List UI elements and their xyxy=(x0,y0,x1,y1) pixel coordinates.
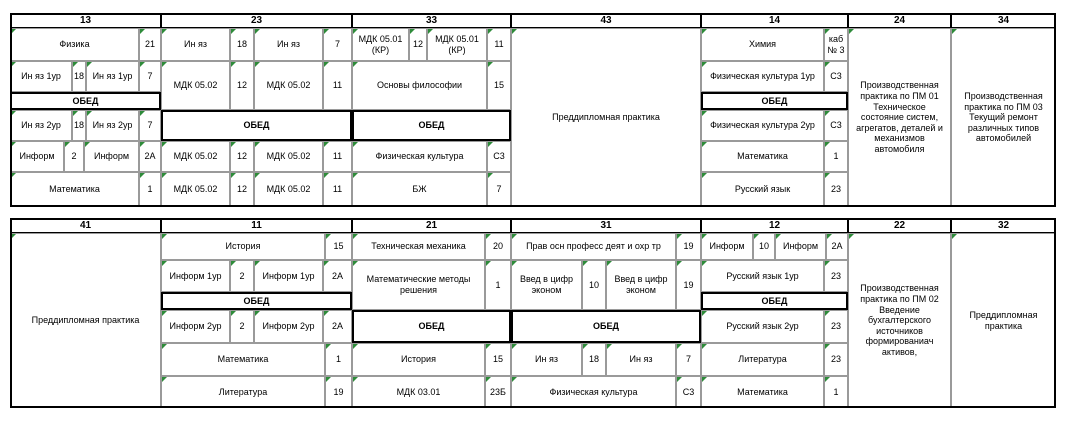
practice-cell[interactable]: Преддипломная практика xyxy=(511,28,701,207)
subject-cell[interactable]: Математика xyxy=(161,343,325,376)
room-cell[interactable]: 11 xyxy=(487,28,511,61)
group-header[interactable]: 41 xyxy=(10,218,161,233)
subject-cell[interactable]: Физическая культура 2ур xyxy=(701,110,824,141)
subject-cell[interactable]: Русский язык 1ур xyxy=(701,260,824,292)
subject-cell[interactable]: Химия xyxy=(701,28,824,61)
lunch-cell[interactable]: ОБЕД xyxy=(352,110,511,141)
subject-cell[interactable]: Математика xyxy=(10,172,139,207)
subject-cell[interactable]: Прав осн професс деят и охр тр xyxy=(511,233,676,260)
room-cell[interactable]: 18 xyxy=(582,343,606,376)
lunch-cell[interactable]: ОБЕД xyxy=(10,92,161,110)
room-cell[interactable]: 21 xyxy=(139,28,161,61)
subject-cell[interactable]: МДК 05.02 xyxy=(161,61,230,110)
subject-cell[interactable]: Информ xyxy=(701,233,753,260)
schedule-grid-1 xyxy=(10,13,1056,207)
subject-cell[interactable]: Русский язык 2ур xyxy=(701,310,824,343)
room-cell[interactable]: 7 xyxy=(676,343,701,376)
room-cell[interactable]: 11 xyxy=(323,141,352,172)
room-cell[interactable]: С3 xyxy=(824,110,848,141)
subject-cell[interactable]: Ин яз 1ур xyxy=(86,61,139,92)
room-cell[interactable]: каб № 3 xyxy=(824,28,848,61)
room-cell[interactable]: С3 xyxy=(487,141,511,172)
room-cell[interactable]: 7 xyxy=(323,28,352,61)
subject-cell[interactable]: Математика xyxy=(701,376,824,408)
room-cell[interactable]: 18 xyxy=(230,28,254,61)
subject-cell[interactable]: Физическая культура xyxy=(511,376,676,408)
room-cell[interactable]: 2А xyxy=(323,310,352,343)
subject-cell[interactable]: Физика xyxy=(10,28,139,61)
subject-cell[interactable]: Информ 2ур xyxy=(254,310,323,343)
lunch-cell[interactable]: ОБЕД xyxy=(701,92,848,110)
room-cell[interactable]: 18 xyxy=(72,110,86,141)
subject-cell[interactable]: Информ xyxy=(775,233,826,260)
group-header[interactable]: 14 xyxy=(701,13,848,28)
subject-cell[interactable]: МДК 05.02 xyxy=(161,172,230,207)
room-cell[interactable]: 23 xyxy=(824,172,848,207)
room-cell[interactable]: С3 xyxy=(676,376,701,408)
room-cell[interactable]: 12 xyxy=(230,172,254,207)
practice-cell[interactable]: Преддипломная практика xyxy=(951,233,1056,408)
room-cell[interactable]: С3 xyxy=(824,61,848,92)
room-cell[interactable]: 12 xyxy=(409,28,427,61)
subject-cell[interactable]: Информ 1ур xyxy=(254,260,323,292)
subject-cell[interactable]: Ин яз 2ур xyxy=(10,110,72,141)
room-cell[interactable]: 15 xyxy=(485,343,511,376)
room-cell[interactable]: 15 xyxy=(487,61,511,110)
room-cell[interactable]: 1 xyxy=(824,376,848,408)
room-cell[interactable]: 10 xyxy=(582,260,606,310)
room-cell[interactable]: 11 xyxy=(323,61,352,110)
subject-cell[interactable]: Ин яз 2ур xyxy=(86,110,139,141)
room-cell[interactable]: 23 xyxy=(824,343,848,376)
subject-cell[interactable]: Математические методы решения xyxy=(352,260,485,310)
subject-cell[interactable]: МДК 03.01 xyxy=(352,376,485,408)
subject-cell[interactable]: Информ xyxy=(84,141,139,172)
practice-cell[interactable]: Производственная практика по ПМ 03 Текущий ремонт различных типов автомобилей xyxy=(951,28,1056,207)
subject-cell[interactable]: Ин яз xyxy=(606,343,676,376)
subject-cell[interactable]: БЖ xyxy=(352,172,487,207)
subject-cell[interactable]: МДК 05.01 (КР) xyxy=(427,28,487,61)
subject-cell[interactable]: Информ 2ур xyxy=(161,310,230,343)
subject-cell[interactable]: Литература xyxy=(701,343,824,376)
lunch-cell[interactable]: ОБЕД xyxy=(511,310,701,343)
subject-cell[interactable]: Информ xyxy=(10,141,64,172)
room-cell[interactable]: 19 xyxy=(676,260,701,310)
room-cell[interactable]: 1 xyxy=(485,260,511,310)
room-cell[interactable]: 19 xyxy=(325,376,352,408)
group-header[interactable]: 12 xyxy=(701,218,848,233)
lunch-cell[interactable]: ОБЕД xyxy=(701,292,848,310)
subject-cell[interactable]: Русский язык xyxy=(701,172,824,207)
subject-cell[interactable]: МДК 05.01 (КР) xyxy=(352,28,409,61)
practice-cell[interactable]: Производственная практика по ПМ 02 Введение бухгалтерского источников формированиач активов, xyxy=(848,233,951,408)
room-cell[interactable]: 12 xyxy=(230,61,254,110)
subject-cell[interactable]: Физическая культура xyxy=(352,141,487,172)
room-cell[interactable]: 23 xyxy=(824,260,848,292)
room-cell[interactable]: 12 xyxy=(230,141,254,172)
subject-cell[interactable]: Ин яз xyxy=(511,343,582,376)
room-cell[interactable]: 1 xyxy=(139,172,161,207)
lunch-cell[interactable]: ОБЕД xyxy=(352,310,511,343)
practice-cell[interactable]: Преддипломная практика xyxy=(10,233,161,408)
room-cell[interactable]: 1 xyxy=(824,141,848,172)
group-header[interactable]: 22 xyxy=(848,218,951,233)
subject-cell[interactable]: Математика xyxy=(701,141,824,172)
room-cell[interactable]: 10 xyxy=(753,233,775,260)
subject-cell[interactable]: История xyxy=(161,233,325,260)
room-cell[interactable]: 20 xyxy=(485,233,511,260)
room-cell[interactable]: 2А xyxy=(826,233,848,260)
group-header[interactable]: 11 xyxy=(161,218,352,233)
room-cell[interactable]: 7 xyxy=(487,172,511,207)
subject-cell[interactable]: Литература xyxy=(161,376,325,408)
room-cell[interactable]: 2 xyxy=(230,260,254,292)
subject-cell[interactable]: Ин яз xyxy=(161,28,230,61)
group-header[interactable]: 33 xyxy=(352,13,511,28)
subject-cell[interactable]: История xyxy=(352,343,485,376)
subject-cell[interactable]: Ин яз 1ур xyxy=(10,61,72,92)
lunch-cell[interactable]: ОБЕД xyxy=(161,110,352,141)
practice-cell[interactable]: Производственная практика по ПМ 01 Техническое состояние систем, агрегатов, деталей и механизмов автомобиля xyxy=(848,28,951,207)
subject-cell[interactable]: МДК 05.02 xyxy=(254,141,323,172)
subject-cell[interactable]: Введ в цифр эконом xyxy=(606,260,676,310)
room-cell[interactable]: 2 xyxy=(230,310,254,343)
group-header[interactable]: 23 xyxy=(161,13,352,28)
schedule-grid-2 xyxy=(10,218,1056,408)
room-cell[interactable]: 15 xyxy=(325,233,352,260)
group-header[interactable]: 13 xyxy=(10,13,161,28)
room-cell[interactable]: 1 xyxy=(325,343,352,376)
group-header[interactable]: 32 xyxy=(951,218,1056,233)
group-header[interactable]: 24 xyxy=(848,13,951,28)
group-header[interactable]: 21 xyxy=(352,218,511,233)
subject-cell[interactable]: МДК 05.02 xyxy=(254,172,323,207)
room-cell[interactable]: 23Б xyxy=(485,376,511,408)
subject-cell[interactable]: Физическая культура 1ур xyxy=(701,61,824,92)
room-cell[interactable]: 7 xyxy=(139,110,161,141)
lunch-cell[interactable]: ОБЕД xyxy=(161,292,352,310)
subject-cell[interactable]: Информ 1ур xyxy=(161,260,230,292)
group-header[interactable]: 43 xyxy=(511,13,701,28)
room-cell[interactable]: 2А xyxy=(323,260,352,292)
subject-cell[interactable]: МДК 05.02 xyxy=(161,141,230,172)
room-cell[interactable]: 18 xyxy=(72,61,86,92)
room-cell[interactable]: 2А xyxy=(139,141,161,172)
subject-cell[interactable]: Ин яз xyxy=(254,28,323,61)
subject-cell[interactable]: Введ в цифр эконом xyxy=(511,260,582,310)
room-cell[interactable]: 23 xyxy=(824,310,848,343)
group-header[interactable]: 31 xyxy=(511,218,701,233)
room-cell[interactable]: 11 xyxy=(323,172,352,207)
subject-cell[interactable]: Техническая механика xyxy=(352,233,485,260)
subject-cell[interactable]: Основы философии xyxy=(352,61,487,110)
room-cell[interactable]: 2 xyxy=(64,141,84,172)
group-header[interactable]: 34 xyxy=(951,13,1056,28)
room-cell[interactable]: 19 xyxy=(676,233,701,260)
subject-cell[interactable]: МДК 05.02 xyxy=(254,61,323,110)
room-cell[interactable]: 7 xyxy=(139,61,161,92)
